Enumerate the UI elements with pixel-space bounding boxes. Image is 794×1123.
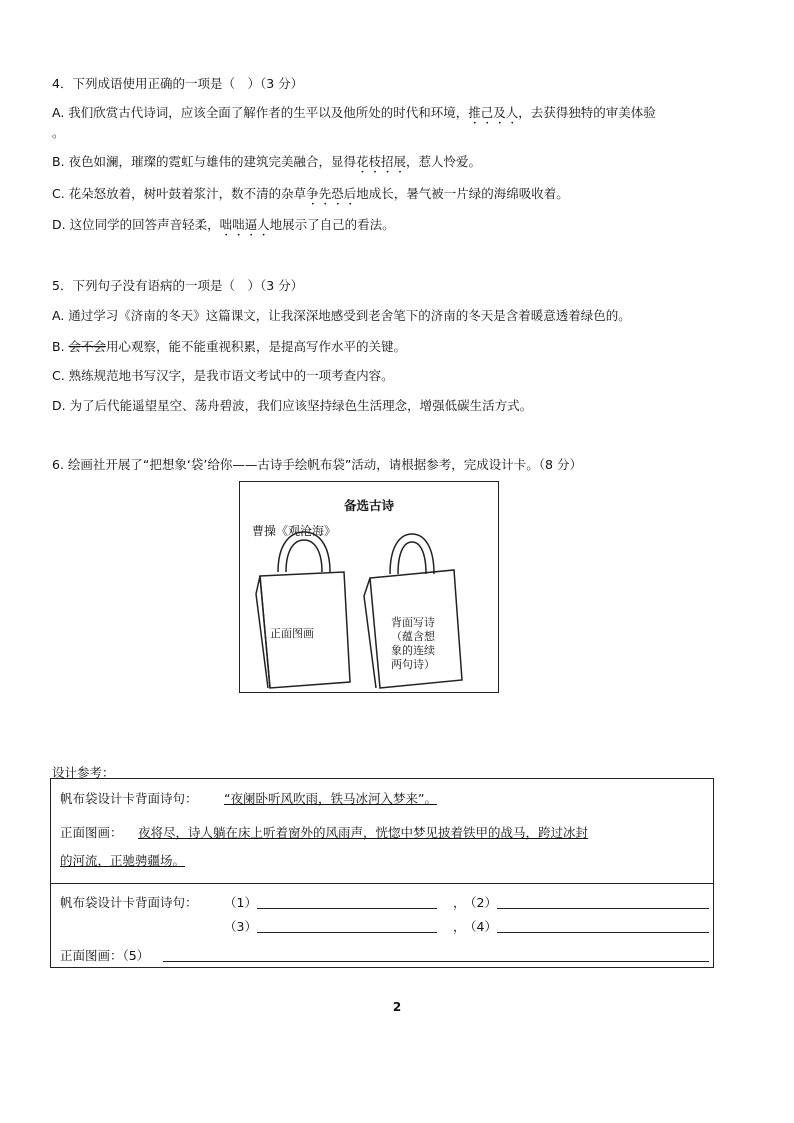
option-text: 地成长，暑气被一片绿的海绵吸收着。 (356, 186, 569, 201)
blank-4-label: （4） (464, 919, 497, 934)
blank-1-input[interactable] (257, 908, 437, 909)
option-text: ，惹人怜爱。 (406, 154, 482, 169)
answer-front-label: 正面图画：（5） (60, 948, 150, 963)
emphasized-idiom: 花枝招展 (356, 154, 407, 169)
option-text: A. 我们欣赏古代诗词，应该全面了解作者的生平以及他所处的时代和环境， (52, 105, 469, 120)
blank-2-input[interactable] (497, 908, 709, 909)
table-divider (51, 883, 713, 884)
front-bag-icon (256, 532, 350, 688)
option-text: ，去获得独特的审美体验 (518, 105, 656, 120)
example-back-label: 帆布袋设计卡背面诗句： (60, 791, 198, 806)
tote-bags-illustration (240, 482, 500, 694)
blank-1-label: （1） (224, 895, 257, 910)
example-front-value-cont: 的河流，正驰骋疆场。 (60, 853, 186, 868)
design-card-table (50, 778, 714, 968)
emphasized-idiom: 咄咄逼人 (219, 217, 270, 232)
back-bag-line: 两句诗） (391, 658, 435, 671)
option-text: B. 夜色如澜，璀璨的霓虹与雄伟的建筑完美融合，显得 (52, 154, 357, 169)
back-bag-line: 背面写诗 (391, 616, 435, 629)
blank-5-input[interactable] (163, 961, 709, 962)
question-4-stem: 4．下列成语使用正确的一项是（ ）（3 分） (52, 76, 304, 91)
question-5-option-d[interactable]: D. 为了后代能遥望星空、荡舟碧波，我们应该坚持绿色生活理念，增强低碳生活方式。 (52, 398, 533, 413)
question-5-option-a[interactable]: A. 通过学习《济南的冬天》这篇课文，让我深深地感受到老舍笔下的济南的冬天是含着暖意透着绿色的。 (52, 308, 631, 323)
option-text: B. (52, 339, 69, 354)
back-bag-line: 象的连续 (391, 644, 435, 657)
back-bag-line: （蕴含想 (391, 630, 435, 643)
question-6-stem: 6. 绘画社开展了“把想象‘袋’给你——古诗手绘帆布袋”活动，请根据参考，完成设计卡。（8 分） (52, 457, 582, 472)
blank-4-input[interactable] (497, 932, 709, 933)
front-bag-label: 正面图画 (270, 627, 314, 640)
comma-2: ， (453, 919, 466, 934)
option-text: 地展示了自己的看法。 (269, 217, 395, 232)
blank-3-input[interactable] (257, 932, 437, 933)
example-front-value: 夜将尽，诗人躺在床上听着窗外的风雨声，恍惚中梦见披着铁甲的战马，跨过冰封 (138, 825, 589, 840)
page-number: 2 (392, 1000, 402, 1014)
design-reference-label: 设计参考： (52, 765, 115, 780)
emphasized-idiom: 争先恐后 (306, 186, 357, 201)
candidate-poem-figure (239, 481, 499, 693)
back-bag-label (385, 616, 441, 672)
question-4-option-d[interactable] (52, 217, 395, 239)
question-4-option-a[interactable] (52, 105, 656, 127)
figure-title: 备选古诗 (343, 498, 394, 513)
blank-2-label: （2） (464, 895, 497, 910)
option-text: 用心观察，能不能重视积累，是提高写作水平的关键。 (106, 339, 407, 354)
example-front-label: 正面图画： (60, 825, 123, 840)
comma-1: ， (453, 895, 466, 910)
question-4-option-b[interactable] (52, 154, 481, 176)
option-text: C. 花朵怒放着，树叶鼓着浆汁，数不清的杂草 (52, 186, 307, 201)
question-4-option-c[interactable] (52, 186, 569, 208)
struck-text: 会不会 (68, 339, 107, 354)
answer-back-label: 帆布袋设计卡背面诗句： (60, 895, 198, 910)
emphasized-idiom: 推己及人 (468, 105, 519, 120)
example-back-value: “夜阑卧听风吹雨，铁马冰河入梦来”。 (224, 791, 437, 806)
figure-poem-name: 曹操《观沧海》 (252, 524, 337, 538)
question-4-option-a-end: 。 (52, 125, 65, 140)
question-5-stem: 5．下列句子没有语病的一项是（ ）（3 分） (52, 278, 304, 293)
question-5-option-c[interactable]: C. 熟练规范地书写汉字，是我市语文考试中的一项考查内容。 (52, 368, 394, 383)
blank-3-label: （3） (224, 919, 257, 934)
option-text: D. 这位同学的回答声音轻柔， (52, 217, 220, 232)
question-5-option-b[interactable] (52, 339, 406, 355)
